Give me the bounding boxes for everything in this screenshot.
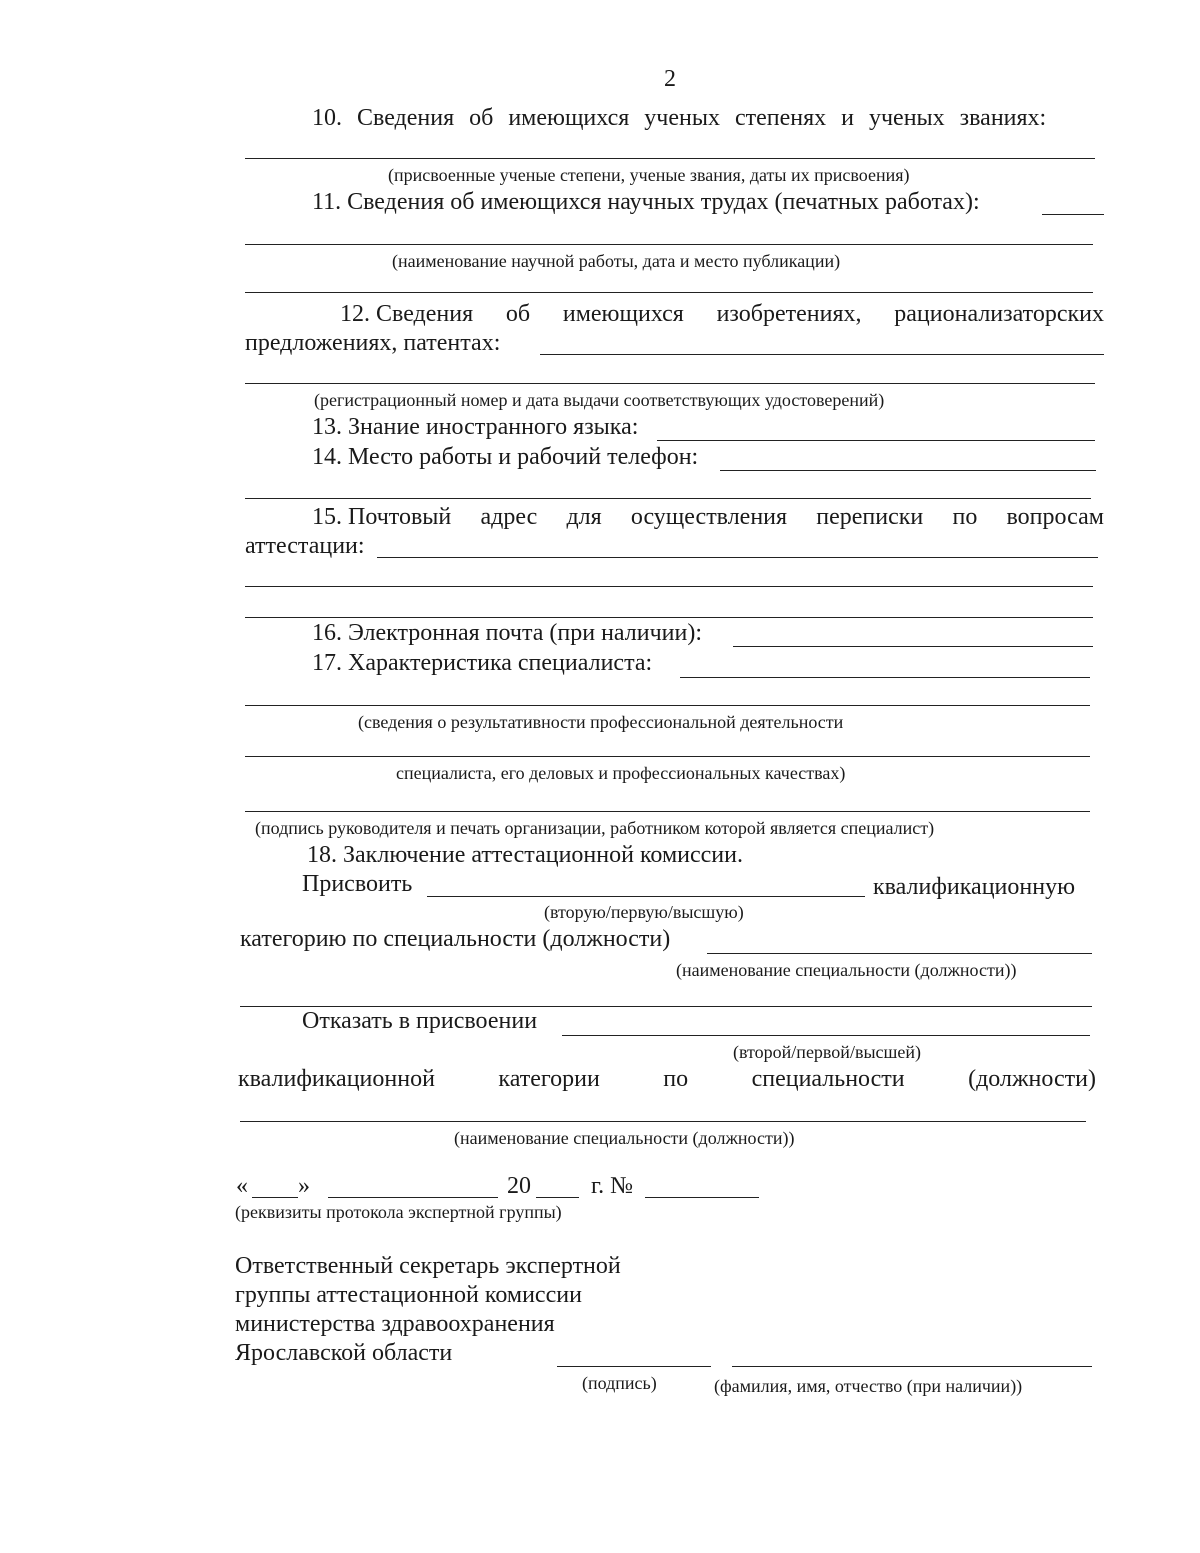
email-field-line[interactable] — [733, 646, 1093, 647]
assign-hint: (вторую/первую/высшую) — [544, 902, 744, 922]
date-close-quote: » — [298, 1173, 310, 1199]
item-16-email: 16. Электронная почта (при наличии): — [312, 620, 703, 646]
item-17-hint-2: специалиста, его деловых и профессиональных качествах) — [396, 763, 846, 783]
item-18-conclusion: 18. Заключение аттестационной комиссии. — [307, 842, 743, 868]
year-suffix-number: г. № — [591, 1173, 634, 1199]
category-label: категорию по специальности (должности) — [240, 926, 671, 952]
item-13-language: 13. Знание иностранного языка: — [312, 414, 639, 440]
protocol-number-field-line[interactable] — [645, 1197, 759, 1198]
works-field-line-2[interactable] — [245, 292, 1093, 293]
item-10-degrees: 10. Сведения об имеющихся ученых степенях и ученых званиях: — [312, 105, 1047, 131]
year-field-line[interactable] — [536, 1197, 579, 1198]
page-number: 2 — [664, 66, 676, 92]
full-name-hint: (фамилия, имя, отчество (при наличии)) — [714, 1376, 1023, 1396]
item-12-continuation: предложениях, патентах: — [245, 330, 501, 356]
assign-label: Присвоить — [302, 871, 413, 897]
item-17-hint-1: (сведения о результативности профессиональной деятельности — [358, 712, 844, 732]
item-15-address: 15. Почтовый адрес для осуществления переписки по вопросам — [312, 504, 1104, 530]
date-open-quote: « — [236, 1173, 248, 1199]
characteristic-field-line-3[interactable] — [245, 811, 1090, 812]
item-15-continuation: аттестации: — [245, 533, 365, 559]
refuse-category-text: квалификационной категории по специальности (должности) — [238, 1066, 1096, 1092]
item-12-inventions: 12. Сведения об имеющихся изобретениях, рационализаторских — [340, 301, 1104, 327]
full-name-field-line[interactable] — [732, 1366, 1092, 1367]
refuse-specialty-field-line[interactable] — [240, 1121, 1086, 1122]
item-17-hint-3: (подпись руководителя и печать организации, работником которой является специалист) — [255, 818, 935, 838]
day-field-line[interactable] — [252, 1197, 298, 1198]
protocol-hint: (реквизиты протокола экспертной группы) — [235, 1202, 562, 1222]
year-prefix: 20 — [507, 1173, 531, 1199]
characteristic-field-line-2[interactable] — [245, 756, 1090, 757]
secretary-line-3: министерства здравоохранения — [235, 1311, 555, 1337]
language-field-line[interactable] — [657, 440, 1095, 441]
item-14-workplace: 14. Место работы и рабочий телефон: — [312, 444, 699, 470]
refuse-specialty-hint: (наименование специальности (должности)) — [454, 1128, 795, 1148]
workplace-field-line[interactable] — [720, 470, 1096, 471]
item-12-hint: (регистрационный номер и дата выдачи соответствующих удостоверений) — [314, 390, 885, 410]
refuse-label: Отказать в присвоении — [302, 1008, 538, 1034]
works-field-line[interactable] — [245, 244, 1093, 245]
refuse-hint: (второй/первой/высшей) — [733, 1042, 921, 1062]
degrees-field-line[interactable] — [245, 158, 1095, 159]
assign-category-field-line[interactable] — [427, 896, 865, 897]
specialty-field-line-2[interactable] — [240, 1006, 1092, 1007]
inventions-field-line[interactable] — [245, 383, 1095, 384]
address-field-line-inline[interactable] — [377, 557, 1098, 558]
secretary-line-4: Ярославской области — [235, 1340, 453, 1366]
specialty-field-line[interactable] — [707, 953, 1092, 954]
works-field-line-inline[interactable] — [1042, 214, 1104, 215]
workplace-field-line-2[interactable] — [245, 498, 1091, 499]
address-field-line-3[interactable] — [245, 617, 1093, 618]
item-11-works: 11. Сведения об имеющихся научных трудах (печатных работах): — [312, 189, 980, 215]
item-10-hint: (присвоенные ученые степени, ученые звания, даты их присвоения) — [388, 165, 910, 185]
address-field-line-2[interactable] — [245, 586, 1093, 587]
signature-hint: (подпись) — [582, 1373, 657, 1393]
refuse-category-field-line[interactable] — [562, 1035, 1090, 1036]
signature-field-line[interactable] — [557, 1366, 711, 1367]
item-17-characteristic: 17. Характеристика специалиста: — [312, 650, 653, 676]
inventions-field-line-inline[interactable] — [540, 354, 1104, 355]
assign-suffix: квалификационную — [873, 874, 1076, 900]
characteristic-field-line-inline[interactable] — [680, 677, 1090, 678]
secretary-line-1: Ответственный секретарь экспертной — [235, 1253, 621, 1279]
secretary-line-2: группы аттестационной комиссии — [235, 1282, 582, 1308]
month-field-line[interactable] — [328, 1197, 498, 1198]
category-hint: (наименование специальности (должности)) — [676, 960, 1017, 980]
characteristic-field-line[interactable] — [245, 705, 1090, 706]
item-11-hint: (наименование научной работы, дата и место публикации) — [392, 251, 841, 271]
